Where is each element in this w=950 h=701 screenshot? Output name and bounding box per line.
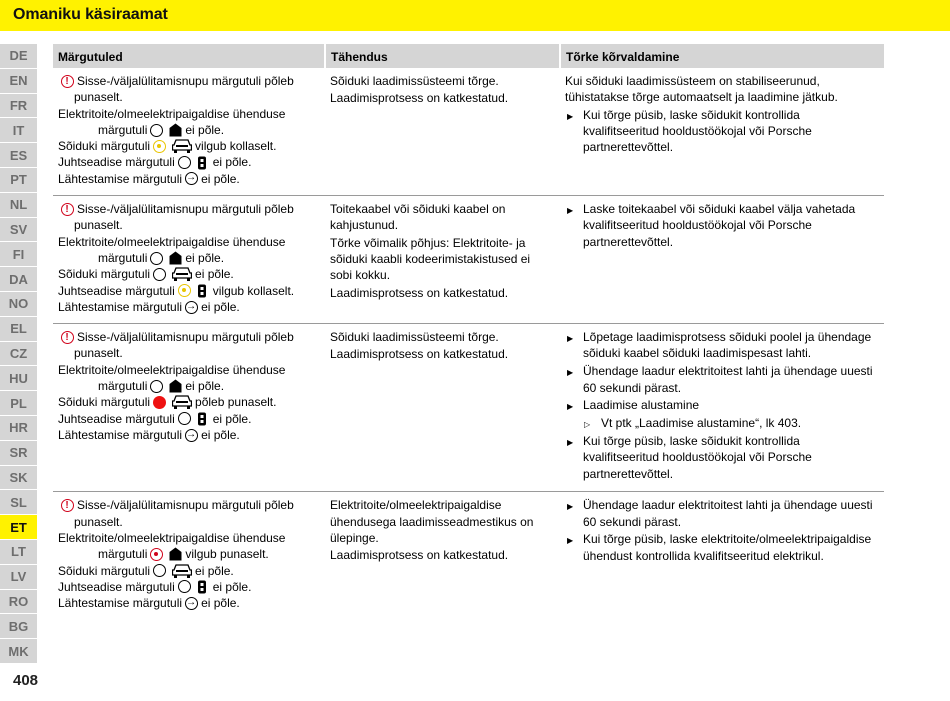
language-tab-en[interactable]: EN bbox=[0, 69, 37, 93]
lights-cell bbox=[53, 324, 324, 491]
start-light-label: Lähtestamise märgutuli bbox=[58, 171, 183, 186]
power-light-state: ei põle. bbox=[185, 379, 225, 394]
page-title: Omaniku käsiraamat bbox=[13, 6, 168, 23]
meaning-cell bbox=[324, 196, 559, 323]
status-table bbox=[53, 44, 884, 619]
power-light-state: ei põle. bbox=[185, 122, 225, 137]
control-light-label: Juhtseadise märgutuli bbox=[58, 579, 175, 594]
light-off-icon bbox=[150, 124, 163, 137]
vehicle-light-label: Sõiduki märgutuli bbox=[58, 139, 151, 154]
fix-cross-reference[interactable]: ▷ Vt ptk „Laadimise alustamine“, lk 403. bbox=[565, 415, 879, 431]
meaning-text: Toitekaabel või sõiduki kaabel on kahjustunud. bbox=[330, 202, 506, 233]
house-icon bbox=[169, 123, 182, 137]
meaning-text: Sõiduki laadimissüsteemi tõrge. bbox=[330, 74, 499, 88]
language-tab-pl[interactable]: PL bbox=[0, 391, 37, 415]
control-light-label: Juhtseadise märgutuli bbox=[58, 155, 175, 170]
fix-bullet: ▶ Ühendage laadur elektritoitest lahti ja ühendage uuesti 60 sekundi pärast. bbox=[565, 497, 879, 530]
language-tab-sk[interactable]: SK bbox=[0, 466, 37, 490]
language-tab-mk[interactable]: MK bbox=[0, 639, 37, 663]
page-number: 408 bbox=[13, 672, 39, 689]
meaning-text: Tõrke võimalik põhjus: Elektritoite- ja sõiduki kaabli kodeerimistakistused ei sobi kokku. bbox=[330, 235, 531, 283]
power-light-label: märgutuli bbox=[98, 122, 148, 137]
fix-bullet: ▶ Laske toitekaabel või sõiduki kaabel välja vahetada kvalifitseeritud hooldustöökojal või Porsche partnerettevõttel. bbox=[565, 201, 879, 250]
house-icon bbox=[169, 251, 182, 265]
light-off-icon bbox=[153, 268, 166, 281]
control-light-label: Juhtseadise märgutuli bbox=[58, 411, 175, 426]
column-header-meaning: Tähendus bbox=[324, 44, 559, 68]
reset-light-icon bbox=[185, 429, 198, 442]
vehicle-light-state: ei põle. bbox=[195, 563, 234, 578]
vehicle-light-label: Sõiduki märgutuli bbox=[58, 563, 151, 578]
lights-cell bbox=[53, 492, 324, 619]
fix-cell bbox=[559, 196, 884, 323]
power-light-text: Elektritoite/olmeelektripaigaldise ühenduse bbox=[58, 362, 286, 377]
language-tab-hu[interactable]: HU bbox=[0, 366, 37, 390]
meaning-cell bbox=[324, 324, 559, 491]
language-tab-el[interactable]: EL bbox=[0, 317, 37, 341]
fix-cell bbox=[559, 492, 884, 619]
vehicle-light-state: vilgub kollaselt. bbox=[195, 139, 277, 154]
reset-light-icon bbox=[185, 172, 198, 185]
vehicle-light-state: ei põle. bbox=[195, 267, 234, 282]
table-header bbox=[53, 44, 884, 68]
power-light-text: Elektritoite/olmeelektripaigaldise ühenduse bbox=[58, 530, 286, 545]
power-switch-error-icon bbox=[61, 499, 74, 512]
power-switch-error-icon bbox=[61, 331, 74, 344]
start-light-state: ei põle. bbox=[201, 596, 240, 611]
car-icon bbox=[172, 395, 192, 409]
lights-cell bbox=[53, 68, 324, 195]
light-red-icon bbox=[153, 396, 166, 409]
control-light-state: ei põle. bbox=[212, 411, 252, 426]
table-row bbox=[53, 68, 884, 196]
light-off-icon bbox=[150, 252, 163, 265]
control-light-state: vilgub kollaselt. bbox=[212, 283, 295, 298]
start-light-state: ei põle. bbox=[201, 299, 240, 314]
meaning-text: Sõiduki laadimissüsteemi tõrge. bbox=[330, 330, 499, 345]
car-icon bbox=[172, 564, 192, 578]
language-tab-pt[interactable]: PT bbox=[0, 168, 37, 192]
language-tab-hr[interactable]: HR bbox=[0, 416, 37, 440]
reset-light-icon bbox=[185, 597, 198, 610]
control-unit-icon bbox=[197, 156, 207, 170]
language-tab-de[interactable]: DE bbox=[0, 44, 37, 68]
power-switch-error-icon bbox=[61, 203, 74, 216]
light-blinking-yellow-icon bbox=[178, 284, 191, 297]
language-tab-it[interactable]: IT bbox=[0, 118, 37, 142]
fix-bullet: ▶ Kui tõrge püsib, laske sõidukit kontrollida kvalifitseeritud hooldustöökojal või Porsche partnerettevõttel. bbox=[565, 433, 879, 482]
switch-light-text-cont: punaselt. bbox=[74, 346, 123, 361]
fix-bullet: ▶ Ühendage laadur elektritoitest lahti ja ühendage uuesti 60 sekundi pärast. bbox=[565, 363, 879, 396]
language-tab-da[interactable]: DA bbox=[0, 267, 37, 291]
car-icon bbox=[172, 267, 192, 281]
vehicle-light-label: Sõiduki märgutuli bbox=[58, 395, 151, 410]
control-unit-icon bbox=[197, 580, 207, 594]
language-tab-fr[interactable]: FR bbox=[0, 94, 37, 118]
start-light-state: ei põle. bbox=[201, 427, 240, 442]
light-off-icon bbox=[178, 580, 191, 593]
control-light-state: ei põle. bbox=[212, 155, 252, 170]
language-tab-ro[interactable]: RO bbox=[0, 590, 37, 614]
control-light-state: ei põle. bbox=[212, 579, 252, 594]
reset-light-icon bbox=[185, 301, 198, 314]
start-light-label: Lähtestamise märgutuli bbox=[58, 596, 183, 611]
meaning-text: Laadimisprotsess on katkestatud. bbox=[330, 347, 509, 362]
meaning-text: Laadimisprotsess on katkestatud. bbox=[330, 285, 509, 300]
language-tab-no[interactable]: NO bbox=[0, 292, 37, 316]
vehicle-light-label: Sõiduki märgutuli bbox=[58, 267, 151, 282]
switch-light-text-cont: punaselt. bbox=[74, 218, 123, 233]
fix-bullet: ▶ Lõpetage laadimisprotsess sõiduki poolel ja ühendage sõiduki kaabel sõiduki laadimispesast lahti. bbox=[565, 329, 879, 362]
header-bar bbox=[0, 0, 950, 31]
vehicle-light-state: põleb punaselt. bbox=[195, 395, 277, 410]
meaning-cell bbox=[324, 492, 559, 619]
language-tab-cz[interactable]: CZ bbox=[0, 342, 37, 366]
power-light-label: märgutuli bbox=[98, 547, 148, 562]
lights-cell bbox=[53, 196, 324, 323]
fix-bullet: ▶ Kui tõrge püsib, laske elektritoite/olmeelektripaigaldise ühendust kontrollida kvalifitseeritud elektrikul. bbox=[565, 531, 879, 564]
house-icon bbox=[169, 379, 182, 393]
table-row bbox=[53, 492, 884, 619]
car-icon bbox=[172, 139, 192, 153]
switch-light-text: Sisse-/väljalülitamisnupu märgutuli põleb bbox=[77, 74, 294, 88]
language-tab-lt[interactable]: LT bbox=[0, 540, 37, 564]
switch-light-text-cont: punaselt. bbox=[74, 90, 123, 105]
switch-light-text: Sisse-/väljalülitamisnupu märgutuli põleb bbox=[77, 330, 294, 345]
switch-light-text: Sisse-/väljalülitamisnupu märgutuli põleb bbox=[77, 202, 294, 217]
light-off-icon bbox=[150, 380, 163, 393]
language-tab-et[interactable]: ET bbox=[0, 515, 37, 539]
language-tab-es[interactable]: ES bbox=[0, 143, 37, 167]
switch-light-text: Sisse-/väljalülitamisnupu märgutuli põleb bbox=[77, 498, 294, 513]
start-light-label: Lähtestamise märgutuli bbox=[58, 427, 183, 442]
switch-light-text-cont: punaselt. bbox=[74, 514, 123, 529]
meaning-cell bbox=[324, 68, 559, 195]
power-light-label: märgutuli bbox=[98, 379, 148, 394]
light-off-icon bbox=[178, 156, 191, 169]
meaning-text: Elektritoite/olmeelektripaigaldise ühendusega laadimisseadmestikus on ülepinge. bbox=[330, 498, 534, 545]
power-light-text: Elektritoite/olmeelektripaigaldise ühenduse bbox=[58, 234, 286, 249]
fix-text: Kui sõiduki laadimissüsteem on stabiliseerunud, tühistatakse tõrge automaatselt ja laadimine jätkub. bbox=[565, 74, 838, 105]
control-unit-icon bbox=[197, 412, 207, 426]
power-light-state: vilgub punaselt. bbox=[185, 547, 269, 562]
light-blinking-yellow-icon bbox=[153, 140, 166, 153]
language-tab-sr[interactable]: SR bbox=[0, 441, 37, 465]
language-tab-sv[interactable]: SV bbox=[0, 218, 37, 242]
power-light-label: märgutuli bbox=[98, 250, 148, 265]
control-light-label: Juhtseadise märgutuli bbox=[58, 283, 175, 298]
column-header-fix: Tõrke kõrvaldamine bbox=[559, 44, 884, 68]
language-tab-lv[interactable]: LV bbox=[0, 565, 37, 589]
power-switch-error-icon bbox=[61, 75, 74, 88]
start-light-state: ei põle. bbox=[201, 171, 240, 186]
power-light-state: ei põle. bbox=[185, 250, 225, 265]
light-blinking-red-icon bbox=[150, 548, 163, 561]
light-off-icon bbox=[178, 412, 191, 425]
language-tab-fi[interactable]: FI bbox=[0, 242, 37, 266]
fix-bullet: ▶ Kui tõrge püsib, laske sõidukit kontrollida kvalifitseeritud hooldustöökojal või Porsche partnerettevõttel. bbox=[565, 107, 879, 156]
language-tab-bg[interactable]: BG bbox=[0, 614, 37, 638]
fix-bullet: ▶ Laadimise alustamine bbox=[565, 397, 879, 413]
language-tab-nl[interactable]: NL bbox=[0, 193, 37, 217]
table-row bbox=[53, 196, 884, 324]
fix-cell bbox=[559, 68, 884, 195]
start-light-label: Lähtestamise märgutuli bbox=[58, 299, 183, 314]
table-row bbox=[53, 324, 884, 492]
meaning-text: Laadimisprotsess on katkestatud. bbox=[330, 548, 509, 563]
meaning-text: Laadimisprotsess on katkestatud. bbox=[330, 91, 509, 106]
column-header-lights: Märgutuled bbox=[58, 50, 123, 64]
power-light-text: Elektritoite/olmeelektripaigaldise ühenduse bbox=[58, 106, 286, 121]
language-sidebar bbox=[0, 44, 37, 664]
light-off-icon bbox=[153, 564, 166, 577]
fix-cell bbox=[559, 324, 884, 491]
house-icon bbox=[169, 547, 182, 561]
language-tab-sl[interactable]: SL bbox=[0, 490, 37, 514]
control-unit-icon bbox=[197, 284, 207, 298]
